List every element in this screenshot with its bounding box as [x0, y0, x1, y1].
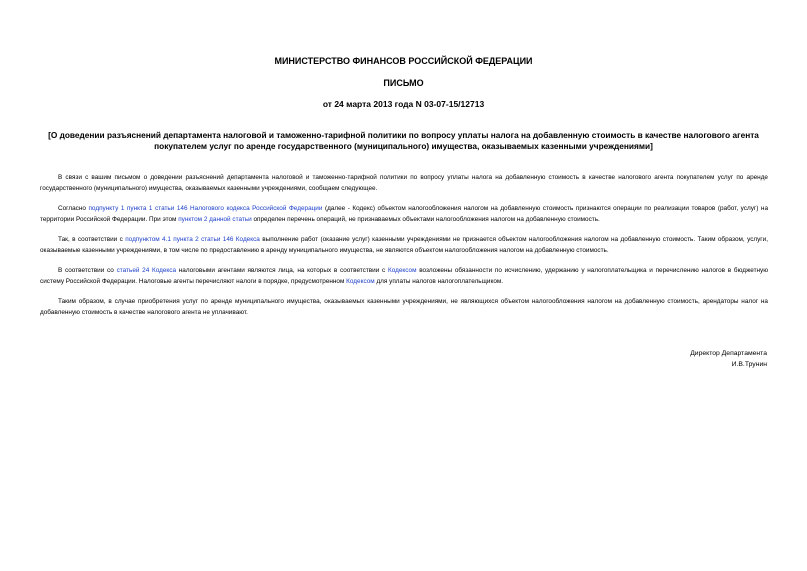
signatory-position: Директор Департамента — [690, 350, 767, 357]
paragraph-text: определен перечень операций, не признаваемых объектами налогообложения налогом на добавленную стоимость. — [251, 215, 600, 223]
paragraph-3 — [40, 235, 768, 256]
paragraph-2 — [40, 204, 768, 225]
link-article-24[interactable]: статьей 24 Кодекса — [116, 267, 177, 274]
paragraph-text: Так, в соответствии с — [58, 236, 126, 243]
link-article-146-p2[interactable]: пунктом 2 данной статьи — [178, 215, 252, 223]
link-code[interactable]: Кодексом — [387, 267, 417, 274]
document-type: ПИСЬМО — [383, 78, 424, 88]
link-article-146-p1[interactable]: подпункту 1 пункта 1 статьи 146 Налогового кодекса Российской Федерации — [88, 205, 323, 212]
paragraph-1 — [40, 173, 768, 194]
paragraph-text: Согласно — [58, 205, 89, 212]
paragraph-text: В соответствии со — [58, 267, 117, 274]
paragraph-text: В связи с вашим письмом о доведении разъяснений департамента налоговой и таможенно-тарифной политики по вопросу уплаты налога на добавленную стоимость в качестве налогового агента покупателем услуг по аренде государственного (муниципального) имущества, оказываемых казенными учреждениями, сообщаем следующее. — [40, 174, 768, 192]
ministry-title: МИНИСТЕРСТВО ФИНАНСОВ РОССИЙСКОЙ ФЕДЕРАЦИИ — [274, 56, 533, 66]
paragraph-4 — [40, 266, 768, 287]
document-date-number: от 24 марта 2013 года N 03-07-15/12713 — [322, 99, 485, 109]
paragraph-text: Таким образом, в случае приобретения услуг по аренде муниципального имущества, оказываемых казенными учреждениями, не являющихся объектом налогообложения налогом на добавленную стоимость, арендаторы налог на добавленную стоимость в качестве налогового агента не уплачивают. — [40, 298, 768, 316]
paragraph-text: (далее - Кодекс) объектом налогообложения налогом на добавленную стоимость признаются операции по реализации товаров (работ, услуг) на территории Российской Федерации. При этом — [40, 205, 768, 223]
document-subject: [О доведении разъяснений департамента налоговой и таможенно-тарифной политики по вопросу уплаты налога на добавленную стоимость в качестве налогового агента покупателем услуг по аренде государственного (муниципального) имущества, оказываемых казенными учреждениями] — [48, 130, 759, 151]
paragraph-text: возложены обязанности по исчислению, удержанию у налогоплательщика и перечислению налогов в бюджетную систему Российской Федерации. Налоговые агенты перечисляют налоги в порядке, предусмотренном — [40, 267, 769, 285]
paragraph-text: налоговыми агентами являются лица, на которых в соответствии с — [176, 267, 388, 274]
signatory-name: И.В.Трунин — [731, 361, 767, 368]
link-article-146-p2-4-1[interactable]: подпунктом 4.1 пункта 2 статьи 146 Кодекса — [125, 236, 260, 243]
link-code[interactable]: Кодексом — [346, 277, 375, 285]
paragraph-text: выполнение работ (оказание услуг) казенными учреждениями не признается объектом налогообложения налогом на добавленную стоимость. Таким образом, услуги, оказываемые казенными учреждениями, в том числе по предоставлению в аренду муниципального имущества, не являются объектом налогообложения налогом на добавленную стоимость. — [40, 236, 768, 254]
paragraph-text: для уплаты налогов налогоплательщиком. — [374, 277, 504, 285]
paragraph-5 — [40, 297, 768, 318]
